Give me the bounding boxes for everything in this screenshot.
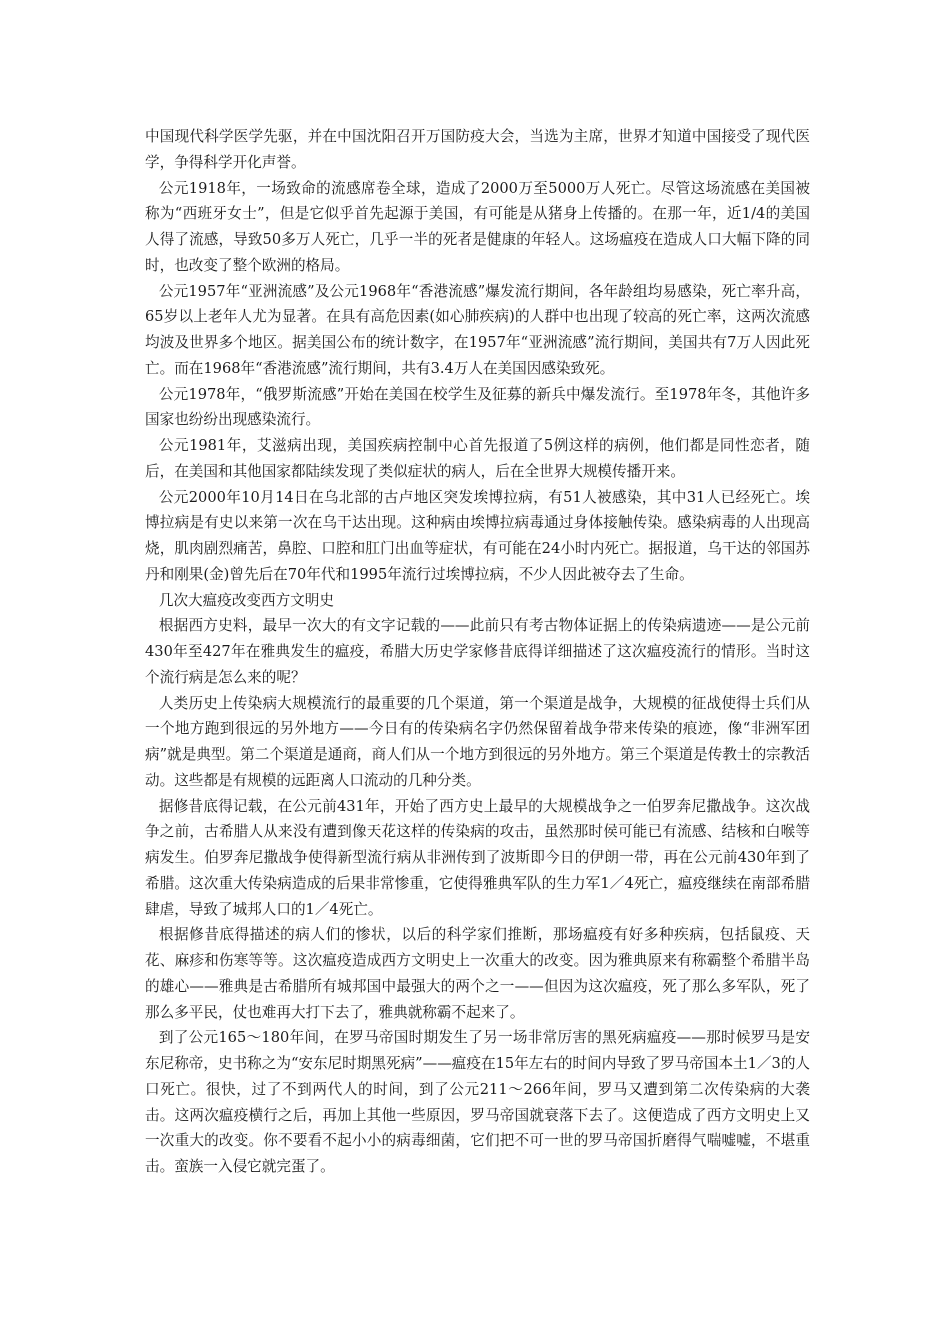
section-heading: 几次大瘟疫改变西方文明史: [158, 591, 334, 609]
paragraph-1981-aids: 公元1981年，艾滋病出现，美国疾病控制中心首先报道了5例这样的病例，他们都是同性恋者，随后，在美国和其他国家都陆续发现了类似症状的病人，后在全世界大规模传播开来。: [145, 437, 810, 480]
document-body: [145, 124, 810, 1180]
paragraph-athens-decline: 根据修昔底得描述的病人们的惨状，以后的科学家们推断，那场瘟疫有好多种疾病，包括鼠疫、天花、麻疹和伤寒等等。这次瘟疫造成西方文明史上一次重大的改变。因为雅典原来有称霸整个希腊半岛的雄心——雅典是古希腊所有城邦国中最强大的两个之一——但因为这次瘟疫，死了那么多军队，死了那么多平民，仗也难再大打下去了，雅典就称霸不起来了。: [145, 926, 810, 1021]
paragraph-athens-plague: 根据西方史料，最早一次大的有文字记载的——此前只有考古物体证据上的传染病遗迹——是公元前430年至427年在雅典发生的瘟疫，希腊大历史学家修昔底得详细描述了这次瘟疫流行的情形。当时这个流行病是怎么来的呢？: [145, 617, 810, 686]
paragraph-roman-plague: 到了公元165～180年间，在罗马帝国时期发生了另一场非常厉害的黑死病瘟疫——那时候罗马是安东尼称帝，史书称之为“安东尼时期黑死病”——瘟疫在15年左右的时间内导致了罗马帝国本土1／3的人口死亡。很快，过了不到两代人的时间，到了公元211～266年间，罗马又遭到第二次传染病的大袭击。这两次瘟疫横行之后，再加上其他一些原因，罗马帝国就衰落下去了。这便造成了西方文明史上又一次重大的改变。你不要看不起小小的病毒细菌，它们把不可一世的罗马帝国折磨得气喘嘘嘘，不堪重击。蛮族一入侵它就完蛋了。: [145, 1029, 811, 1175]
paragraph-transmission-channels: 人类历史上传染病大规模流行的最重要的几个渠道，第一个渠道是战争，大规模的征战使得士兵们从一个地方跑到很远的另外地方——今日有的传染病名字仍然保留着战争带来传染的痕迹，像“非洲军团病”就是典型。第二个渠道是通商，商人们从一个地方到很远的另外地方。第三个渠道是传教士的宗教活动。这些都是有规模的远距离人口流动的几种分类。: [145, 694, 810, 789]
paragraph-1918-flu: 公元1918年，一场致命的流感席卷全球，造成了2000万至5000万人死亡。尽管这场流感在美国被称为“西班牙女士”，但是它似乎首先起源于美国，有可能是从猪身上传播的。在那一年，近1/4的美国人得了流感，导致50多万人死亡，几乎一半的死者是健康的年轻人。这场瘟疫在造成人口大幅下降的同时，也改变了整个欧洲的格局。: [145, 179, 810, 274]
paragraph-continuation: 中国现代科学医学先驱，并在中国沈阳召开万国防疫大会，当选为主席，世界才知道中国接受了现代医学，争得科学开化声誉。: [145, 128, 810, 171]
paragraph-peloponnesian-war: 据修昔底得记载，在公元前431年，开始了西方史上最早的大规模战争之一伯罗奔尼撒战争。这次战争之前，古希腊人从来没有遭到像天花这样的传染病的攻击，虽然那时侯可能已有流感、结核和白喉等病发生。伯罗奔尼撒战争使得新型流行病从非洲传到了波斯即今日的伊朗一带，再在公元前430年到了希腊。这次重大传染病造成的后果非常惨重，它使得雅典军队的生力军1／4死亡，瘟疫继续在南部希腊肆虐，导致了城邦人口的1／4死亡。: [145, 797, 810, 918]
paragraph-1957-1968-flu: 公元1957年“亚洲流感”及公元1968年“香港流感”爆发流行期间，各年龄组均易感染，死亡率升高，65岁以上老年人尤为显著。在具有高危因素(如心肺疾病)的人群中也出现了较高的死亡率，这两次流感均波及世界多个地区。据美国公布的统计数字，在1957年“亚洲流感”流行期间，美国共有7万人因此死亡。而在1968年“香港流感”流行期间，共有3.4万人在美国因感染致死。: [145, 282, 810, 377]
paragraph-1978-flu: 公元1978年，“俄罗斯流感”开始在美国在校学生及征募的新兵中爆发流行。至1978年冬，其他许多国家也纷纷出现感染流行。: [145, 385, 810, 429]
paragraph-2000-ebola: 公元2000年10月14日在乌北部的古卢地区突发埃博拉病，有51人被感染，其中31人已经死亡。埃博拉病是有史以来第一次在乌干达出现。这种病由埃博拉病毒通过身体接触传染。感染病毒的人出现高烧，肌肉剧烈痛苦，鼻腔、口腔和肛门出血等症状，有可能在24小时内死亡。据报道，乌干达的邻国苏丹和刚果(金)曾先后在70年代和1995年流行过埃博拉病，不少人因此被夺去了生命。: [145, 488, 810, 583]
